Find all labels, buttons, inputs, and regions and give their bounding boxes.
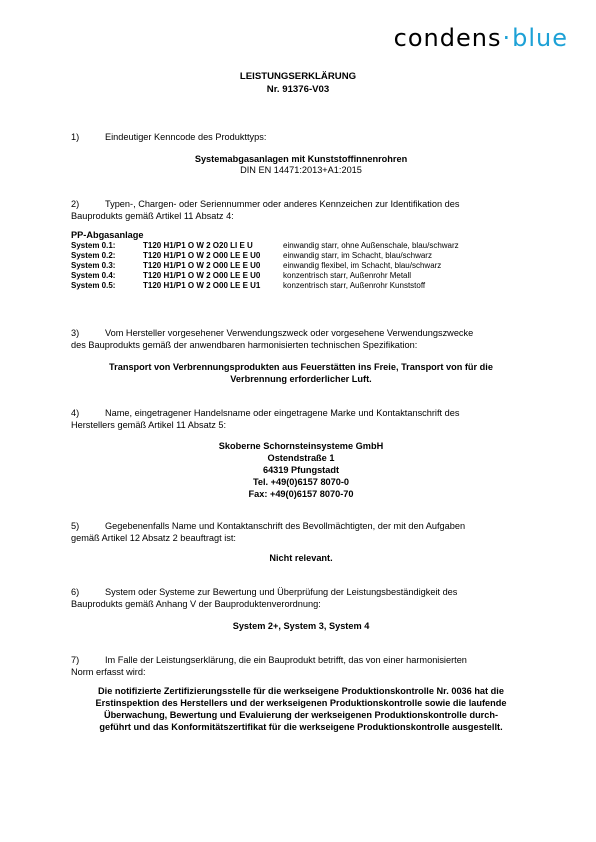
table-row bbox=[71, 281, 459, 291]
section-text: Herstellers gemäß Artikel 11 Absatz 5: bbox=[71, 420, 227, 430]
company-name: Skoberne Schornsteinsysteme GmbH bbox=[218, 441, 384, 451]
system-label: System 0.5: bbox=[71, 281, 116, 290]
statement-line: geführt und das Konformitätszertifikat für die werkseigene Produktionskontrolle ausgestellt. bbox=[99, 722, 503, 732]
system-description: konzentrisch starr, Außenrohr Kunststoff bbox=[283, 281, 426, 290]
logo-text-condens: condens bbox=[393, 24, 502, 52]
section-text: Name, eingetragener Handelsname oder eingetragene Marke und Kontaktanschrift des bbox=[105, 408, 460, 418]
statement-line: Überwachung, Bewertung und Evaluierung der werkseigenen Produktionskontrolle durch- bbox=[103, 710, 499, 720]
intended-use bbox=[71, 361, 531, 385]
system-description: einwandig starr, ohne Außenschale, blau/schwarz bbox=[283, 241, 459, 250]
statement-line: Erstinspektion des Herstellers und der werkseigenen Produktionskontrolle sowie die laufende bbox=[95, 698, 507, 708]
section-number: 2) bbox=[71, 199, 80, 209]
system-code: T120 H1/P1 O W 2 O00 LE E U0 bbox=[143, 271, 261, 280]
section-6-heading bbox=[71, 586, 531, 610]
table-row bbox=[71, 241, 459, 251]
table-row bbox=[71, 271, 459, 281]
system-label: System 0.2: bbox=[71, 251, 116, 260]
product-standard: DIN EN 14471:2013+A1:2015 bbox=[240, 165, 362, 175]
document-title bbox=[0, 70, 596, 96]
manufacturer-address bbox=[71, 440, 531, 500]
system-label: System 0.1: bbox=[71, 241, 116, 250]
section-text: Bauprodukts gemäß Artikel 11 Absatz 4: bbox=[71, 211, 234, 221]
section-text: System oder Systeme zur Bewertung und Überprüfung der Leistungsbeständigkeit des bbox=[105, 587, 458, 597]
street: Ostendstraße 1 bbox=[267, 453, 335, 463]
section-number: 1) bbox=[71, 132, 80, 142]
system-description: einwandig starr, im Schacht, blau/schwarz bbox=[283, 251, 432, 260]
authorised-representative: Nicht relevant. bbox=[269, 553, 333, 563]
section-number: 5) bbox=[71, 521, 80, 531]
section-text: Gegebenenfalls Name und Kontaktanschrift des Bevollmächtigten, der mit den Aufgaben bbox=[105, 521, 466, 531]
section-text: Bauprodukts gemäß Anhang V der Bauproduktenverordnung: bbox=[71, 599, 321, 609]
section-5-heading bbox=[71, 520, 531, 544]
phone: Tel. +49(0)6157 8070-0 bbox=[252, 477, 350, 487]
system-label: System 0.4: bbox=[71, 271, 116, 280]
title-line: LEISTUNGSERKLÄRUNG bbox=[239, 71, 357, 82]
system-description: konzentrisch starr, Außenrohr Metall bbox=[283, 271, 412, 280]
fax: Fax: +49(0)6157 8070-70 bbox=[248, 489, 354, 499]
system-table bbox=[71, 241, 459, 291]
section-1-heading bbox=[71, 131, 531, 143]
assessment-systems: System 2+, System 3, System 4 bbox=[232, 621, 370, 631]
section-4-heading bbox=[71, 407, 531, 431]
section-number: 4) bbox=[71, 408, 80, 418]
table-row bbox=[71, 261, 459, 271]
system-code: T120 H1/P1 O W 2 O00 LE E U0 bbox=[143, 261, 261, 270]
logo-text-blue: blue bbox=[512, 24, 568, 52]
system-label: System 0.3: bbox=[71, 261, 116, 270]
product-type-code: Systemabgasanlagen mit Kunststoffinnenrohren bbox=[194, 154, 408, 164]
table-row bbox=[71, 251, 459, 261]
section-number: 6) bbox=[71, 587, 80, 597]
pp-system-heading: PP-Abgasanlage bbox=[71, 230, 144, 240]
system-code: T120 H1/P1 O W 2 O00 LE E U0 bbox=[143, 251, 261, 260]
section-7-heading bbox=[71, 654, 531, 678]
section-text: gemäß Artikel 12 Absatz 2 beauftragt ist: bbox=[71, 533, 236, 543]
section-number: 7) bbox=[71, 655, 80, 665]
notified-body-statement bbox=[66, 685, 536, 733]
declaration-number: Nr. 91376-V03 bbox=[266, 84, 330, 95]
section-text: Eindeutiger Kenncode des Produkttyps: bbox=[105, 132, 267, 142]
section-2-heading bbox=[71, 198, 531, 222]
system-code: T120 H1/P1 O W 2 O20 LI E U bbox=[143, 241, 253, 250]
section-text: des Bauprodukts gemäß der anwendbaren harmonisierten technischen Spezifikation: bbox=[71, 340, 418, 350]
intended-use-line: Transport von Verbrennungsprodukten aus Feuerstätten ins Freie, Transport von für die bbox=[109, 362, 493, 372]
intended-use-line: Verbrennung erforderlicher Luft. bbox=[230, 374, 372, 384]
system-description: einwandig flexibel, im Schacht, blau/schwarz bbox=[283, 261, 442, 270]
section-text: Typen-, Chargen- oder Seriennummer oder anderes Kennzeichen zur Identifikation des bbox=[105, 199, 460, 209]
section-number: 3) bbox=[71, 328, 80, 338]
system-code: T120 H1/P1 O W 2 O00 LE E U1 bbox=[143, 281, 261, 290]
section-text: Im Falle der Leistungserklärung, die ein Bauprodukt betrifft, das von einer harmonisierten bbox=[105, 655, 467, 665]
company-logo bbox=[394, 24, 568, 52]
city: 64319 Pfungstadt bbox=[262, 465, 340, 475]
section-3-heading bbox=[71, 327, 531, 351]
logo-dot: · bbox=[502, 24, 512, 52]
statement-line: Die notifizierte Zertifizierungsstelle für die werkseigene Produktionskontrolle Nr. 0036 hat die bbox=[98, 686, 504, 696]
section-text: Vom Hersteller vorgesehener Verwendungszweck oder vorgesehene Verwendungszwecke bbox=[105, 328, 474, 338]
section-text: Norm erfasst wird: bbox=[71, 667, 146, 677]
